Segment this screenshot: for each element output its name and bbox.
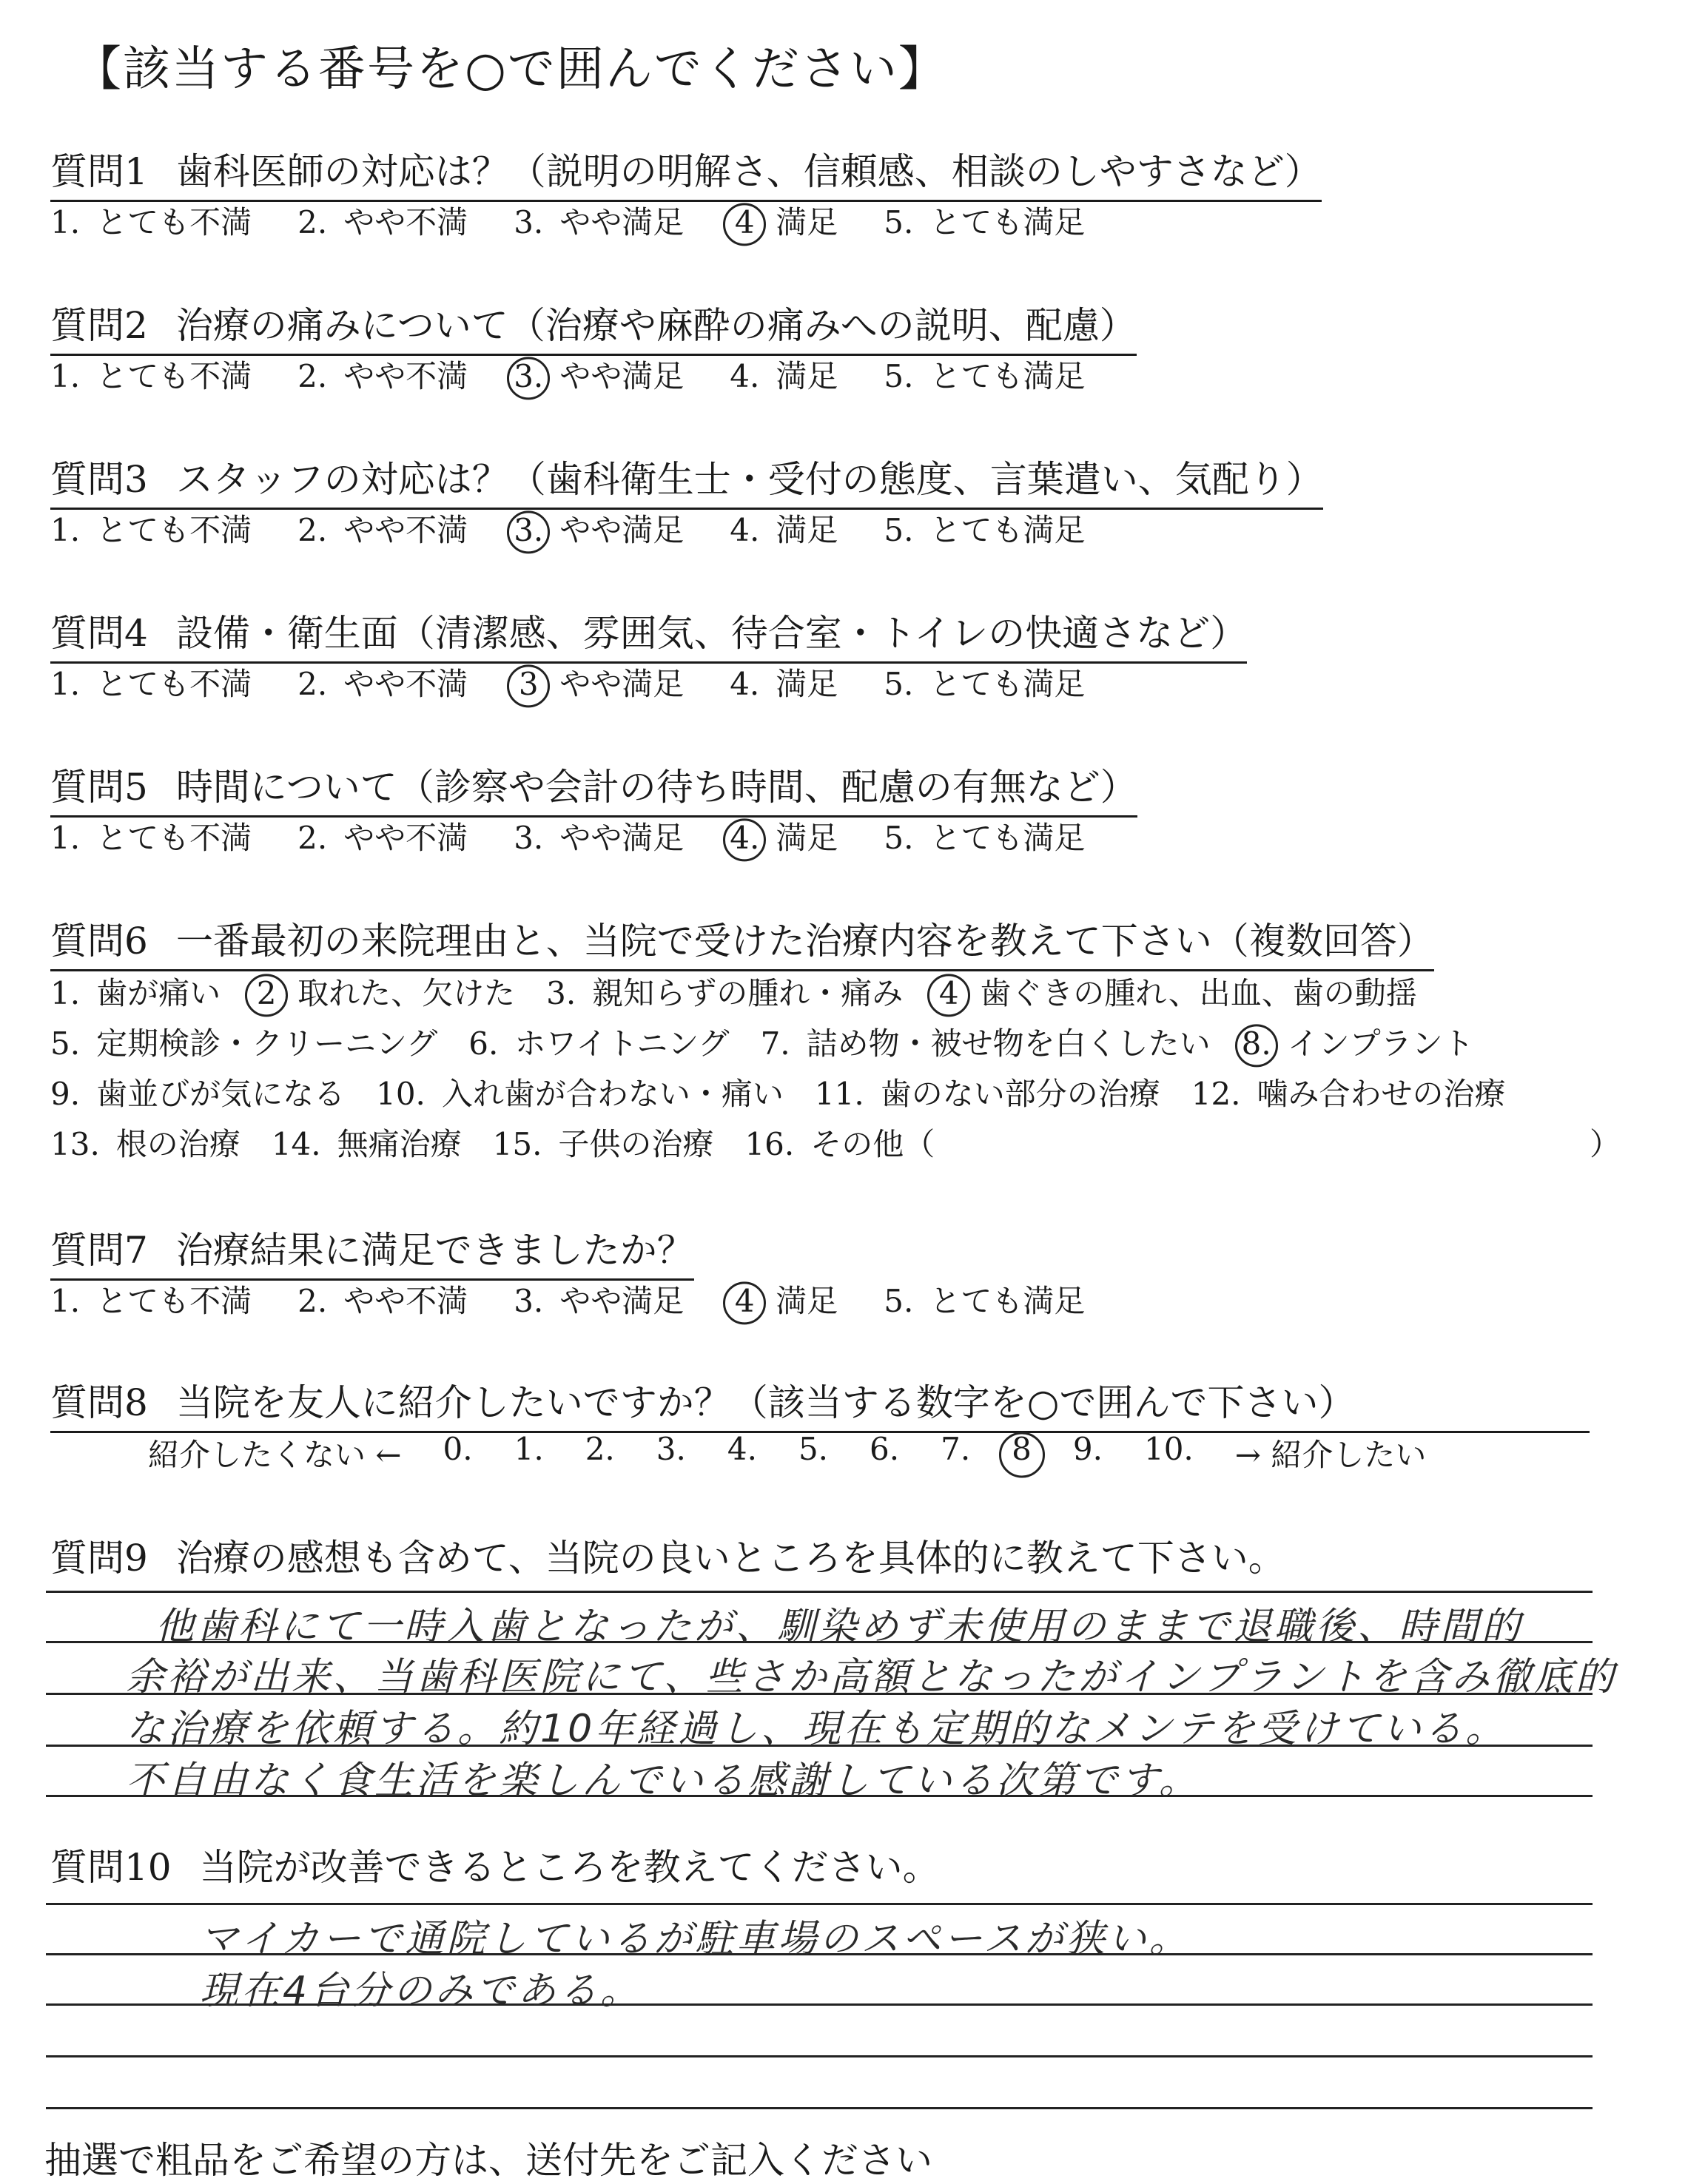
option-number: 5. — [884, 204, 914, 240]
answer-line — [46, 2107, 1593, 2109]
option-label: 歯並びが気になる — [96, 1076, 346, 1112]
option-4[interactable] — [730, 506, 838, 550]
question-10 — [50, 1838, 940, 1891]
scale-1[interactable]: 1. — [514, 1431, 544, 1467]
option-label: 無痛治療 — [337, 1126, 462, 1162]
option-label: やや満足 — [559, 1283, 685, 1319]
option-number: 14. — [271, 1126, 321, 1162]
option-label: 満足 — [776, 820, 838, 856]
question-9 — [50, 1529, 1285, 1582]
option-5[interactable] — [884, 1277, 1085, 1321]
question-number: 質問1 — [50, 150, 148, 193]
handwritten-answer-line: 余裕が出来、当歯科医院にて、些さか高額となったがインプラントを含み徹底的 — [126, 1655, 1617, 1699]
question-1 — [50, 142, 1322, 202]
option-number: 10. — [376, 1076, 426, 1112]
option-label: 根の治療 — [115, 1126, 241, 1162]
scale-3[interactable]: 3. — [656, 1431, 686, 1467]
option-5[interactable] — [884, 198, 1085, 243]
option-number: 11. — [814, 1076, 864, 1112]
option-5[interactable] — [884, 660, 1085, 704]
option-label: とても不満 — [96, 204, 252, 240]
handwritten-answer-line: 現在4台分のみである。 — [200, 1969, 642, 2013]
handwritten-answer-line: マイカーで通院しているが駐車場のスペースが狭い。 — [200, 1917, 1191, 1961]
option-4-selected[interactable] — [730, 1277, 838, 1321]
option-label: 親知らずの腫れ・痛み — [592, 975, 904, 1011]
option-label: 満足 — [776, 204, 838, 240]
option-number: 3 — [514, 666, 543, 702]
scale-left-label: 紹介したくない ← — [148, 1437, 402, 1473]
option-number: 2. — [297, 1283, 328, 1319]
question-text: 当院を友人に紹介したいですか？（該当する数字を○で囲んで下さい） — [175, 1381, 1356, 1424]
option-3[interactable] — [546, 969, 903, 1014]
option-number: 12. — [1191, 1076, 1241, 1112]
option-4[interactable] — [730, 660, 838, 704]
option-label: やや満足 — [559, 358, 685, 394]
option-12[interactable] — [1191, 1070, 1506, 1114]
option-number: 2. — [297, 820, 328, 856]
option-label: とても満足 — [929, 204, 1086, 240]
answer-line — [46, 2055, 1593, 2057]
option-label: 詰め物・被せ物を白くしたい — [806, 1025, 1211, 1062]
option-9[interactable] — [50, 1070, 345, 1114]
question-5 — [50, 758, 1137, 818]
option-number: 1. — [50, 820, 81, 856]
question-number: 質問4 — [50, 612, 148, 655]
question-6 — [50, 911, 1434, 971]
option-label: 取れた、欠けた — [297, 975, 516, 1011]
option-3[interactable] — [514, 814, 684, 858]
answer-line — [46, 1903, 1593, 1905]
option-label: ホワイトニング — [514, 1025, 730, 1062]
question-8 — [50, 1373, 1590, 1433]
option-number: 3. — [546, 975, 576, 1011]
question-3-options — [50, 506, 1131, 550]
option-label: 定期検診・クリーニング — [96, 1025, 438, 1062]
scale-10[interactable]: 10. — [1143, 1431, 1194, 1467]
option-number: 2 — [252, 975, 281, 1011]
option-number: 4 — [934, 975, 964, 1011]
option-label: とても不満 — [96, 666, 252, 702]
option-label: とても不満 — [96, 1283, 252, 1319]
option-label: とても満足 — [929, 358, 1086, 394]
question-text: 時間について（診察や会計の待ち時間、配慮の有無など） — [175, 766, 1137, 809]
option-label: 満足 — [776, 1283, 838, 1319]
question-text: スタッフの対応は？（歯科衛生士・受付の態度、言葉遣い、気配り） — [175, 458, 1323, 501]
option-label: とても満足 — [929, 512, 1086, 548]
question-2-options — [50, 352, 1131, 397]
option-3[interactable] — [514, 198, 684, 243]
option-number: 15. — [492, 1126, 542, 1162]
option-label: やや満足 — [559, 204, 685, 240]
option-2-selected[interactable] — [252, 969, 515, 1014]
option-number: 1. — [50, 975, 81, 1011]
option-label: その他（ — [810, 1126, 935, 1162]
option-number: 5. — [884, 820, 914, 856]
option-3[interactable] — [514, 1277, 684, 1321]
option-label: やや満足 — [559, 820, 685, 856]
option-label: やや不満 — [343, 820, 468, 856]
question-6-row-1 — [50, 969, 1448, 1014]
scale-6[interactable]: 6. — [870, 1431, 900, 1467]
option-label: 満足 — [776, 666, 838, 702]
question-number: 質問3 — [50, 458, 148, 501]
question-3 — [50, 450, 1323, 510]
option-1[interactable] — [50, 198, 252, 243]
scale-0[interactable]: 0. — [443, 1431, 473, 1467]
option-1[interactable] — [50, 506, 252, 550]
option-number: 4 — [730, 204, 759, 240]
option-1[interactable] — [50, 660, 252, 704]
option-number: 4 — [730, 1283, 759, 1319]
option-label: 満足 — [776, 512, 838, 548]
scale-right-label: → 紹介したい — [1234, 1437, 1427, 1473]
option-3-selected[interactable] — [514, 506, 684, 550]
question-7-options — [50, 1277, 1131, 1321]
other-close-paren: ） — [1590, 1126, 1621, 1162]
option-4[interactable] — [730, 352, 838, 397]
option-5[interactable] — [884, 506, 1085, 550]
option-2[interactable] — [297, 506, 468, 550]
option-label: やや不満 — [343, 666, 468, 702]
handwritten-answer-line: 不自由なく食生活を楽しんでいる感謝している次第です。 — [126, 1759, 1200, 1803]
option-number: 4. — [730, 666, 760, 702]
option-number: 1. — [50, 1283, 81, 1319]
option-label: 歯のない部分の治療 — [880, 1076, 1160, 1112]
option-number: 7. — [760, 1025, 790, 1062]
option-2[interactable] — [297, 660, 468, 704]
option-2[interactable] — [297, 198, 468, 243]
handwritten-answer-line: 他歯科にて一時入歯となったが、馴染めず未使用のままで退職後、時間的 — [155, 1605, 1524, 1649]
option-2[interactable] — [297, 352, 468, 397]
option-label: やや満足 — [559, 666, 685, 702]
question-6-row-3 — [50, 1070, 1537, 1114]
option-number: 5. — [884, 666, 914, 702]
option-2[interactable] — [297, 814, 468, 858]
question-number: 質問7 — [50, 1229, 148, 1272]
question-number: 質問10 — [50, 1846, 172, 1889]
option-15[interactable] — [493, 1120, 714, 1165]
option-number: 13. — [50, 1126, 100, 1162]
option-16[interactable] — [744, 1120, 935, 1165]
scale-4[interactable]: 4. — [727, 1431, 757, 1467]
option-number: 9. — [50, 1076, 81, 1112]
question-text: 治療の痛みについて（治療や麻酔の痛みへの説明、配慮） — [175, 304, 1137, 347]
option-4-selected[interactable] — [730, 198, 838, 243]
option-number: 16. — [744, 1126, 795, 1162]
option-label: 満足 — [776, 358, 838, 394]
option-8-selected[interactable] — [1242, 1019, 1474, 1064]
option-label: とても不満 — [96, 820, 252, 856]
option-label: やや不満 — [343, 512, 468, 548]
option-1[interactable] — [50, 1277, 252, 1321]
option-4-selected[interactable] — [730, 814, 838, 858]
option-label: 入れ歯が合わない・痛い — [441, 1076, 784, 1112]
scale-2[interactable]: 2. — [585, 1431, 615, 1467]
option-label: インプラント — [1287, 1025, 1474, 1062]
option-1[interactable] — [50, 969, 221, 1014]
question-text: 設備・衛生面（清潔感、雰囲気、待合室・トイレの快適さなど） — [175, 612, 1248, 655]
option-label: やや不満 — [343, 358, 468, 394]
question-text: 歯科医師の対応は？（説明の明解さ、信頼感、相談のしやすさなど） — [175, 150, 1322, 193]
option-label: 歯が痛い — [96, 975, 221, 1011]
option-label: 歯ぐきの腫れ、出血、歯の動揺 — [980, 975, 1417, 1011]
option-label: 噛み合わせの治療 — [1257, 1076, 1506, 1112]
option-number: 2. — [297, 204, 328, 240]
question-number: 質問6 — [50, 920, 148, 963]
option-number: 5. — [884, 358, 914, 394]
option-label: 子供の治療 — [558, 1126, 714, 1162]
option-label: やや満足 — [559, 512, 685, 548]
option-3-selected[interactable] — [514, 352, 684, 397]
question-6-row-2 — [50, 1019, 1505, 1064]
question-7 — [50, 1221, 694, 1281]
option-14[interactable] — [272, 1120, 462, 1165]
option-2[interactable] — [297, 1277, 468, 1321]
option-5[interactable] — [884, 352, 1085, 397]
option-label: とても不満 — [96, 512, 252, 548]
option-number: 3. — [514, 820, 544, 856]
option-number: 3. — [514, 204, 544, 240]
question-5-options — [50, 814, 1131, 858]
option-4-selected[interactable] — [934, 969, 1417, 1014]
option-number: 4. — [730, 512, 760, 548]
option-label: やや不満 — [343, 204, 468, 240]
option-number: 1. — [50, 358, 81, 394]
option-number: 3. — [514, 512, 544, 548]
bottom-cut-text: 抽選で粗品をご希望の方は、送付先をご記入ください — [44, 2139, 932, 2182]
option-6[interactable] — [468, 1019, 729, 1064]
option-number: 5. — [884, 1283, 914, 1319]
answer-line — [46, 1591, 1593, 1593]
option-number: 3. — [514, 1283, 544, 1319]
option-number: 5. — [50, 1025, 81, 1062]
question-number: 質問9 — [50, 1537, 148, 1580]
question-6-row-4 — [50, 1120, 966, 1165]
option-7[interactable] — [761, 1019, 1211, 1064]
option-3-selected[interactable] — [514, 660, 684, 704]
option-number: 8. — [1241, 1025, 1271, 1062]
question-4 — [50, 604, 1247, 664]
option-number: 2. — [297, 666, 328, 702]
question-number: 質問8 — [50, 1381, 148, 1424]
question-2 — [50, 296, 1137, 356]
option-label: とても満足 — [929, 820, 1086, 856]
option-number: 1. — [50, 204, 81, 240]
option-number: 1. — [50, 666, 81, 702]
question-text: 一番最初の来院理由と、当院で受けた治療内容を教えて下さい（複数回答） — [175, 920, 1434, 963]
scale-8-selected[interactable]: 8 — [1012, 1431, 1032, 1475]
option-1[interactable] — [50, 814, 252, 858]
option-number: 4. — [730, 820, 760, 856]
question-number: 質問2 — [50, 304, 148, 347]
question-text: 当院が改善できるところを教えてください。 — [199, 1846, 940, 1889]
option-label: とても不満 — [96, 358, 252, 394]
option-5[interactable] — [50, 1019, 437, 1064]
option-1[interactable] — [50, 352, 252, 397]
option-5[interactable] — [884, 814, 1085, 858]
scale-7[interactable]: 7. — [941, 1431, 971, 1467]
question-8-scale — [148, 1431, 1467, 1475]
question-text: 治療結果に満足できましたか？ — [175, 1229, 694, 1272]
question-number: 質問5 — [50, 766, 148, 809]
scale-5[interactable]: 5. — [798, 1431, 829, 1467]
scale-9[interactable]: 9. — [1072, 1431, 1103, 1467]
option-label: とても満足 — [929, 1283, 1086, 1319]
question-text: 治療の感想も含めて、当院の良いところを具体的に教えて下さい。 — [175, 1537, 1285, 1580]
option-number: 2. — [297, 358, 328, 394]
question-1-options — [50, 198, 1131, 243]
handwritten-answer-line: な治療を依頼する。約10年経過し、現在も定期的なメンテを受けている。 — [126, 1707, 1507, 1751]
option-13[interactable] — [50, 1120, 241, 1165]
option-number: 5. — [884, 512, 914, 548]
option-number: 1. — [50, 512, 81, 548]
page-title: 【該当する番号を○で囲んでください】 — [74, 42, 947, 97]
option-number: 4. — [730, 358, 760, 394]
question-4-options — [50, 660, 1131, 704]
option-10[interactable] — [376, 1070, 784, 1114]
option-label: やや不満 — [343, 1283, 468, 1319]
option-number: 6. — [468, 1025, 499, 1062]
option-label: とても満足 — [929, 666, 1086, 702]
option-number: 3. — [514, 358, 544, 394]
option-11[interactable] — [815, 1070, 1160, 1114]
option-number: 2. — [297, 512, 328, 548]
